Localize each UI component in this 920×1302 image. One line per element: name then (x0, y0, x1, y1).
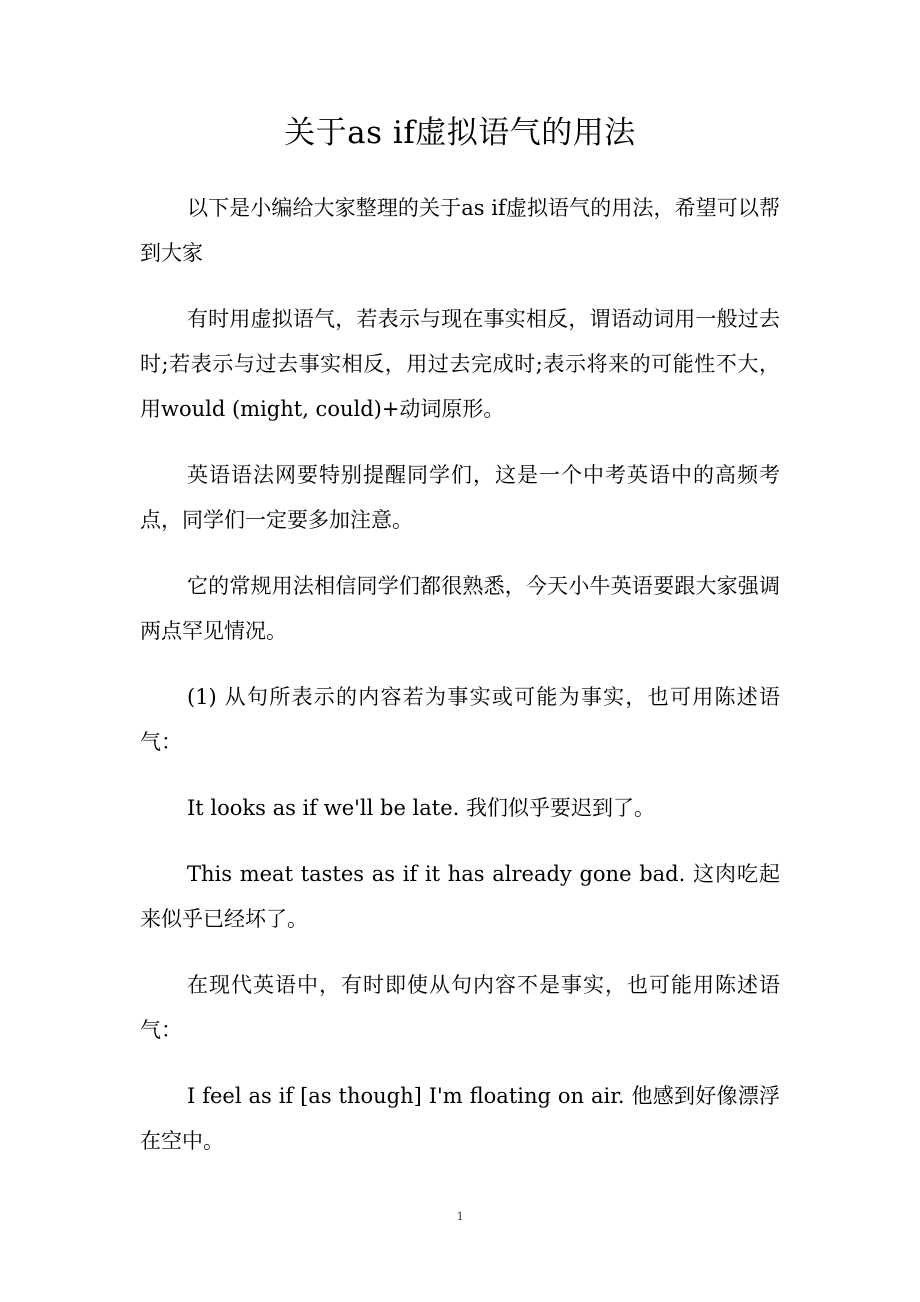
document-body (140, 186, 780, 1185)
document-title: 关于as if虚拟语气的用法 (284, 115, 636, 151)
paragraph-intro: 以下是小编给大家整理的关于as if虚拟语气的用法，希望可以帮到大家 (140, 196, 780, 265)
paragraph-point-one: (1) 从句所表示的内容若为事实或可能为事实，也可用陈述语气： (140, 685, 780, 754)
page-number: 1 (456, 1208, 464, 1223)
paragraph-modern-english: 在现代英语中，有时即使从句内容不是事实，也可能用陈述语气： (140, 973, 780, 1042)
paragraph-exam-reminder: 英语语法网要特别提醒同学们，这是一个中考英语中的高频考点，同学们一定要多加注意。 (140, 463, 780, 532)
paragraph-example-late: It looks as if we'll be late. 我们似乎要迟到了。 (187, 796, 656, 820)
paragraph-example-meat: This meat tastes as if it has already gone bad. 这肉吃起来似乎已经坏了。 (140, 862, 780, 931)
paragraph-example-floating: I feel as if [as though] I'm floating on air. 他感到好像漂浮在空中。 (140, 1084, 780, 1153)
paragraph-subjunctive-rule: 有时用虚拟语气，若表示与现在事实相反，谓语动词用一般过去时;若表示与过去事实相反，用过去完成时;表示将来的可能性不大，用would (might, could)+动词原形。 (140, 307, 780, 421)
paragraph-rare-cases: 它的常规用法相信同学们都很熟悉，今天小牛英语要跟大家强调两点罕见情况。 (140, 574, 780, 643)
